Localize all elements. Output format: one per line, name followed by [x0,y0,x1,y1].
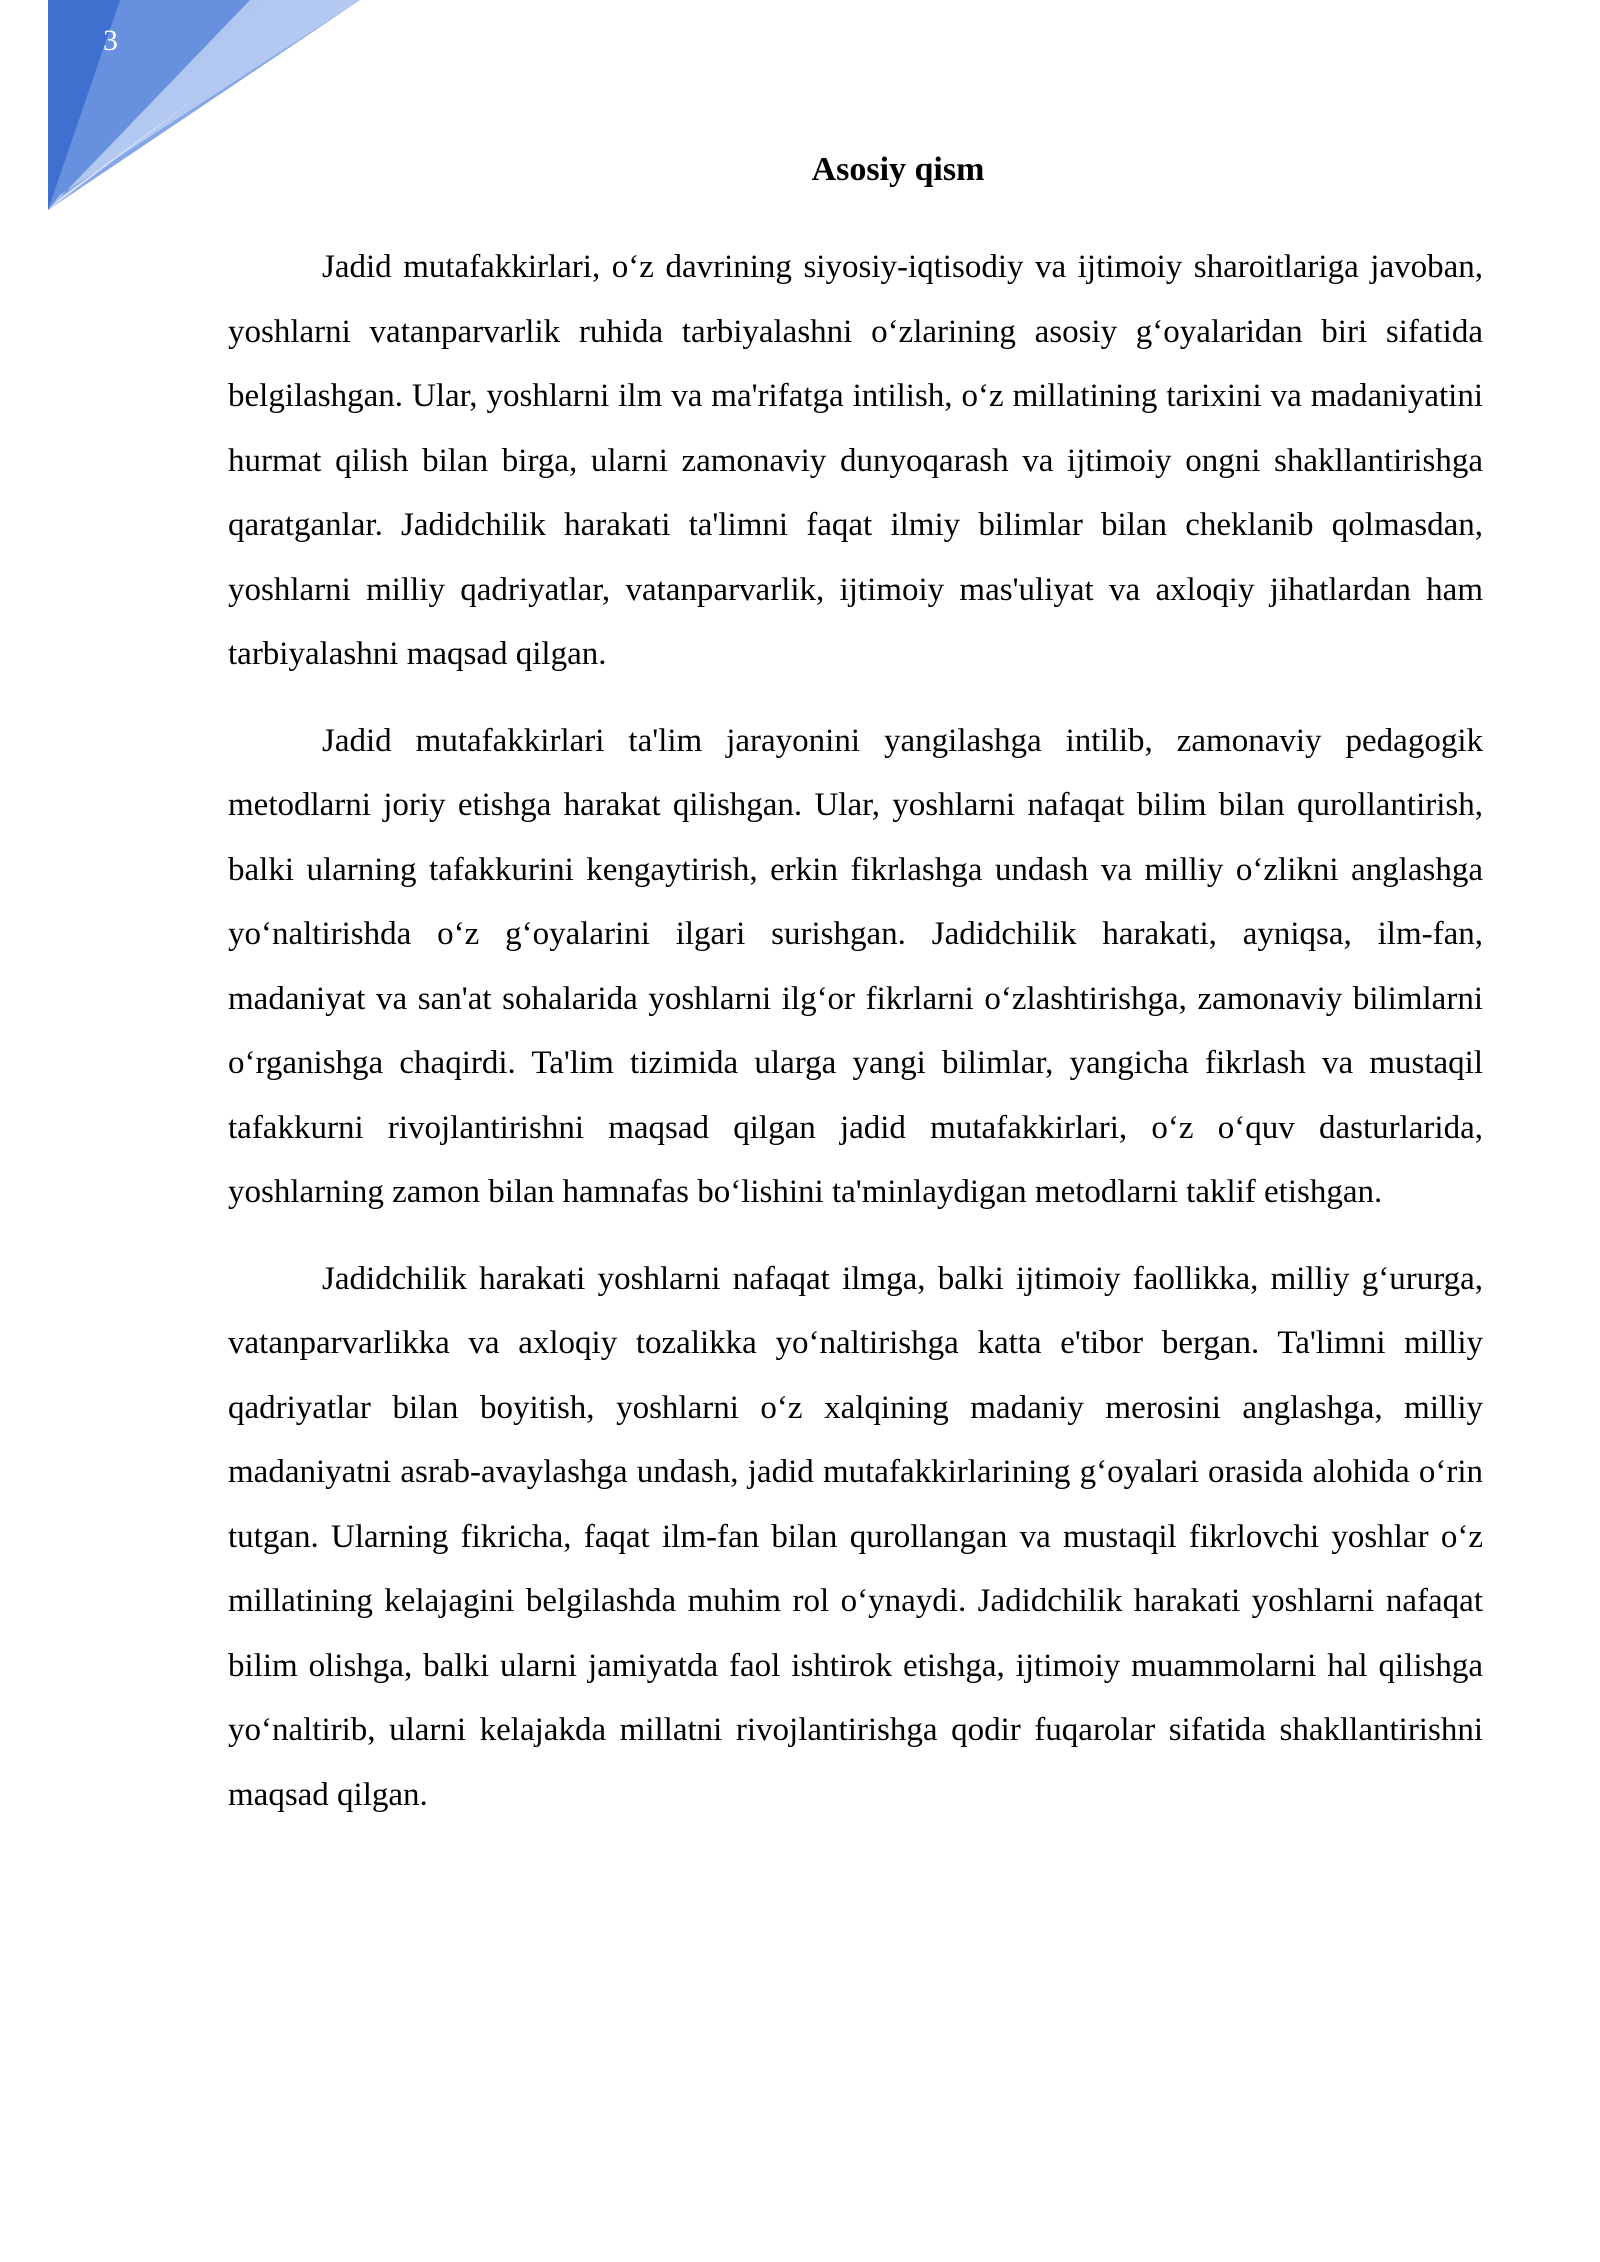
paragraph: Jadid mutafakkirlari, o‘z davrining siyosiy-iqtisodiy va ijtimoiy sharoitlariga javoban, yoshlarni vatanparvarlik ruhida tarbiyalashni o‘zlarining asosiy g‘oyalaridan biri sifatida belgilashgan. Ular, yoshlarni ilm va ma'rifatga intilish, o‘z millatining tarixini va madaniyatini hurmat qilish bilan birga, ularni zamonaviy dunyoqarash va ijtimoiy ongni shakllantirishga qaratganlar. Jadidchilik harakati ta'limni faqat ilmiy bilimlar bilan cheklanib qolmasdan, yoshlarni milliy qadriyatlar, vatanparvarlik, ijtimoiy mas'uliyat va axloqiy jihatlardan ham tarbiyalashni maqsad qilgan. [228,249,1483,672]
corner-decoration [0,0,380,230]
body-text [228,235,1483,1849]
paragraph: Jadid mutafakkirlari ta'lim jarayonini yangilashga intilib, zamonaviy pedagogik metodlarni joriy etishga harakat qilishgan. Ular, yoshlarni nafaqat bilim bilan qurollantirish, balki ularning tafakkurini kengaytirish, erkin fikrlashga undash va milliy o‘zlikni anglashga yo‘naltirishda o‘z g‘oyalarini ilgari surishgan. Jadidchilik harakati, ayniqsa, ilm-fan, madaniyat va san'at sohalarida yoshlarni ilg‘or fikrlarni o‘zlashtirishga, zamonaviy bilimlarni o‘rganishga chaqirdi. Ta'lim tizimida ularga yangi bilimlar, yangicha fikrlash va mustaqil tafakkurni rivojlantirishni maqsad qilgan jadid mutafakkirlari, o‘z o‘quv dasturlarida, yoshlarning zamon bilan hamnafas bo‘lishini ta'minlaydigan metodlarni taklif etishgan. [228,722,1483,1210]
page-number: 3 [103,24,118,57]
page-title: Asosiy qism [811,151,985,188]
paragraph: Jadidchilik harakati yoshlarni nafaqat ilmga, balki ijtimoiy faollikka, milliy g‘ururga, vatanparvarlikka va axloqiy tozalikka yo‘naltirishga katta e'tibor bergan. Ta'limni milliy qadriyatlar bilan boyitish, yoshlarni o‘z xalqining madaniy merosini anglashga, milliy madaniyatni asrab-avaylashga undash, jadid mutafakkirlarining g‘oyalari orasida alohida o‘rin tutgan. Ularning fikricha, faqat ilm-fan bilan qurollangan va mustaqil fikrlovchi yoshlar o‘z millatining kelajagini belgilashda muhim rol o‘ynaydi. Jadidchilik harakati yoshlarni nafaqat bilim olishga, balki ularni jamiyatda faol ishtirok etishga, ijtimoiy muammolarni hal qilishga yo‘naltirib, ularni kelajakda millatni rivojlantirishga qodir fuqarolar sifatida shakllantirishni maqsad qilgan. [228,1260,1483,1813]
